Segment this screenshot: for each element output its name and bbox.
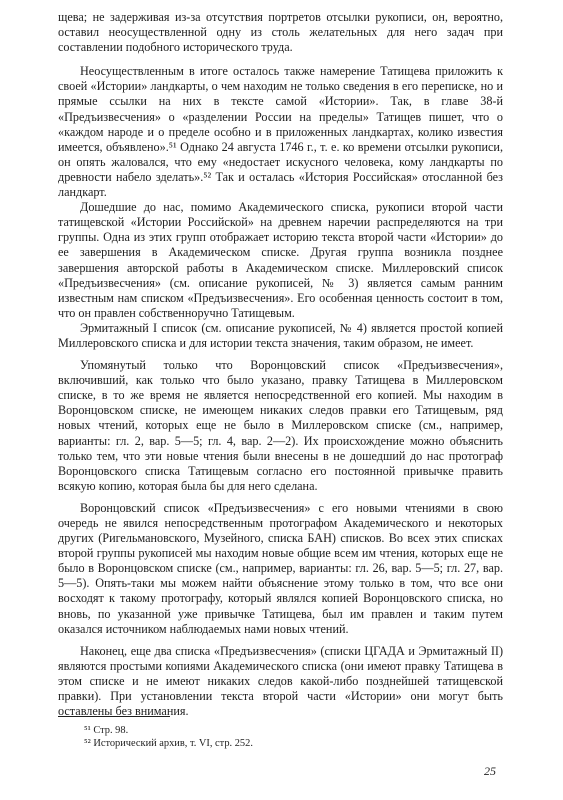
footnote-52: ⁵² Исторический архив, т. VI, стр. 252. <box>84 738 253 750</box>
paragraph-manuscript-groups: Дошедшие до нас, помимо Академического списка, рукописи второй части татищевской «Истории Российской» на древнем наречии распределяются на три группы. Одна из этих групп отображает историю текста второй части «Истории» до ее завершения в Академическом списке. Другая группа возникла позднее завершения авторской работы в Академическом списке. Миллеровский список «Предъизвесчения» (см. описание рукописей, № 3) является самым ранним известным нам списком «Предъизвесчения». Его особенная ценность состоит в том, что он правлен собственноручно Татищевым. <box>58 200 503 320</box>
paragraph-continued: щева; не задерживая из-за отсутствия портретов отсылки рукописи, он, вероятно, оставил неосуществленной одну из столь желательных для него задач при составлении подобного исторического труда. <box>58 10 503 55</box>
footnote-51: ⁵¹ Стр. 98. <box>84 725 129 736</box>
footnotes <box>84 724 504 751</box>
paragraph-hermitage-1: Эрмитажный I список (см. описание рукописей, № 4) является простой копией Миллеровского списка и для истории текста значения, таким образом, не имеет. <box>58 320 503 350</box>
paragraph-cgada: Наконец, еще два списка «Предъизвесчения» (списки ЦГАДА и Эрмитажный II) являются простыми копиями Академического списка (они имеют правку Татищева в этом списке и не имеют никаких следов какой-либо позднейшей татищевской правки). При установлении текста второй части «Истории» они могут быть оставлены без внимания. <box>58 643 503 719</box>
footnote-divider <box>58 716 170 717</box>
paragraph-landmaps: Неосуществленным в итоге осталось также намерение Татищева приложить к своей «Истории» ландкарты, о чем находим не только сведения в его переписке, но и прямые ссылки на них в тексте самой «Истории». Так, в главе 38-й «Предъизвесчения» о «разделении России на пределы» Татищев пишет, что о «каждом народе и о пределе особно и в приложенных ландкартах, колико известия имеется, объявлено».⁵¹ Однако 24 августа 1746 г., т. е. ко времени отсылки рукописи, он опять жаловался, что ему «недостает искусного человека, кому ландкарты по древности набело зделать».⁵² Так и осталась «История Российская» отосланной без ландкарт. <box>58 64 503 200</box>
main-text <box>58 10 503 719</box>
paragraph-vorontsov-protograph: Воронцовский список «Предъизвесчения» с его новыми чтениями в свою очередь не явился непосредственным протографом Академического и некоторых других (Ригельмановского, Музейного, списка БАН) списков. Во всех этих списках второй группы рукописей мы находим новые общие всем им чтения, которых еще не было в Воронцовском списке (см., например, варианты: гл. 26, вар. 5—5; гл. 27, вар. 5—5). Опять-таки мы можем найти объяснение этому только в том, что все они восходят к такому протографу, который являлся копией Воронцовского списка, но вновь, по указанной уже привычке Татищева, был им правлен и таким путем оказался источником наблюдаемых нами новых чтений. <box>58 500 503 636</box>
paragraph-vorontsov: Упомянутый только что Воронцовский список «Предъизвесчения», включивший, как только что было указано, правку Татищева в Миллеровском списке, в то же время не является непосредственной его копией. Мы находим в Воронцовском списке, не имеющем никаких следов правки его Татищевым, ряд новых чтений, которых еще не было в Миллеровском списке (см., например, варианты: гл. 2, вар. 5—5; гл. 4, вар. 2—2). Их происхождение можно объяснить только тем, что эти новые чтения были внесены в не дошедший до нас протограф Воронцовского списка Татищевым согласно его постоянной привычке править всякую копию, которая была бы для него сделана. <box>58 358 503 493</box>
page-number: 25 <box>484 764 496 778</box>
